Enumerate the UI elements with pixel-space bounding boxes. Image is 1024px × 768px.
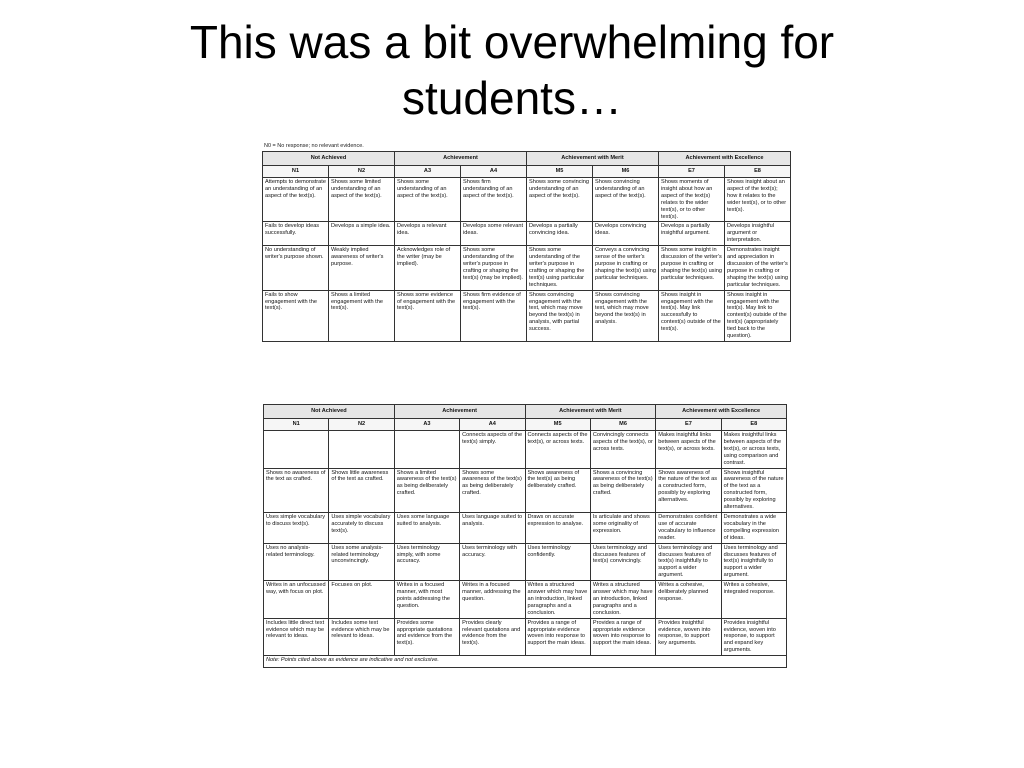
- criteria-row: [264, 468, 787, 512]
- criteria-cell: Focuses on plot.: [329, 581, 394, 619]
- criteria-cell: Convincingly connects aspects of the text(s), or across texts.: [590, 431, 655, 469]
- criteria-row: [263, 246, 791, 290]
- criteria-cell: Makes insightful links between aspects of the text(s), or across texts, using comparison and contrast.: [721, 431, 786, 469]
- band-header-row: [264, 405, 787, 419]
- criteria-cell: Uses language suited to analysis.: [460, 512, 525, 543]
- criteria-cell: Develops a partially insightful argument.: [659, 222, 725, 246]
- criteria-cell: Shows some evidence of engagement with the text(s).: [395, 290, 461, 341]
- criteria-cell: Writes in an unfocussed way, with focus on plot.: [264, 581, 329, 619]
- criteria-cell: Develops convincing ideas.: [593, 222, 659, 246]
- criteria-cell: Connects aspects of the text(s), or across texts.: [525, 431, 590, 469]
- criteria-row: [264, 618, 787, 656]
- criteria-cell: Weakly implied awareness of writer's purpose.: [329, 246, 395, 290]
- band-header: Achievement: [395, 152, 527, 166]
- criteria-cell: Shows insight in engagement with the text(s). May link successfully to context(s) outside of the text(s).: [659, 290, 725, 341]
- criteria-cell: No understanding of writer's purpose shown.: [263, 246, 329, 290]
- criteria-cell: Provides clearly relevant quotations and evidence from the text(s).: [460, 618, 525, 656]
- criteria-cell: Shows some awareness of the text(s) as being deliberately crafted.: [460, 468, 525, 512]
- criteria-cell: Draws on accurate expression to analyse.: [525, 512, 590, 543]
- criteria-cell: Shows some convincing understanding of an aspect of the text(s).: [527, 178, 593, 222]
- criteria-cell: Acknowledges role of the writer (may be implied).: [395, 246, 461, 290]
- criteria-cell: [264, 431, 329, 469]
- criteria-cell: Shows some understanding of the writer's purpose in crafting or shaping the text(s) (may be implied).: [461, 246, 527, 290]
- criteria-cell: Demonstrates insight and appreciation in discussion of the writer's purpose in crafting or shaping the text(s) using particular techniques.: [725, 246, 791, 290]
- grade-code-header: N2: [329, 419, 394, 431]
- criteria-cell: Uses some language suited to analysis.: [394, 512, 459, 543]
- criteria-cell: Develops insightful argument or interpretation.: [725, 222, 791, 246]
- criteria-row: [264, 543, 787, 581]
- criteria-cell: [394, 431, 459, 469]
- grade-code-header: E8: [725, 166, 791, 178]
- criteria-cell: Uses simple vocabulary accurately to discuss text(s).: [329, 512, 394, 543]
- grade-code-header: N1: [264, 419, 329, 431]
- criteria-cell: Shows awareness of the text(s) as being deliberately crafted.: [525, 468, 590, 512]
- criteria-cell: Shows insight in engagement with the text(s). May link to context(s) outside of the text(s) (appropriately tied back to the question).: [725, 290, 791, 341]
- criteria-cell: Fails to develop ideas successfully.: [263, 222, 329, 246]
- grade-code-row: [263, 166, 791, 178]
- criteria-cell: [329, 431, 394, 469]
- criteria-cell: Shows a limited engagement with the text(s).: [329, 290, 395, 341]
- grade-code-header: M5: [525, 419, 590, 431]
- criteria-cell: Provides a range of appropriate evidence woven into response to support the main ideas.: [525, 618, 590, 656]
- criteria-cell: Uses simple vocabulary to discuss text(s).: [264, 512, 329, 543]
- criteria-cell: Shows convincing understanding of an aspect of the text(s).: [593, 178, 659, 222]
- criteria-cell: Uses terminology and discusses features of text(s) convincingly.: [590, 543, 655, 581]
- grade-code-header: E8: [721, 419, 786, 431]
- criteria-cell: Develops some relevant ideas.: [461, 222, 527, 246]
- rubric-table-1: [262, 151, 791, 342]
- criteria-row: [263, 290, 791, 341]
- criteria-cell: Writes a cohesive, deliberately planned response.: [656, 581, 721, 619]
- slide-title-line-2: students…: [402, 72, 622, 124]
- criteria-cell: Writes a structured answer which may have an introduction, linked paragraphs and a conclusion.: [525, 581, 590, 619]
- band-header: Not Achieved: [264, 405, 395, 419]
- grade-code-header: E7: [659, 166, 725, 178]
- criteria-cell: Attempts to demonstrate an understanding of an aspect of the text(s).: [263, 178, 329, 222]
- criteria-cell: Uses terminology with accuracy.: [460, 543, 525, 581]
- criteria-cell: Shows convincing engagement with the text, which may move beyond the text(s) in analysis.: [593, 290, 659, 341]
- rubric-1-cut-note: N0 = No response; no relevant evidence.: [264, 143, 364, 149]
- criteria-row: [263, 222, 791, 246]
- rubric-table-2-image: [263, 404, 787, 737]
- criteria-cell: Uses terminology and discusses features of text(s) insightfully to support a wider argument.: [656, 543, 721, 581]
- criteria-cell: Uses terminology confidently.: [525, 543, 590, 581]
- slide-title-line-1: This was a bit overwhelming for: [189, 16, 835, 68]
- criteria-cell: Demonstrates a wide vocabulary in the compelling expression of ideas.: [721, 512, 786, 543]
- criteria-cell: Writes a cohesive, integrated response.: [721, 581, 786, 619]
- band-header: Not Achieved: [263, 152, 395, 166]
- grade-code-header: M6: [590, 419, 655, 431]
- grade-code-row: [264, 419, 787, 431]
- band-header: Achievement with Excellence: [656, 405, 787, 419]
- criteria-cell: Shows firm understanding of an aspect of the text(s).: [461, 178, 527, 222]
- band-header: Achievement with Merit: [525, 405, 656, 419]
- criteria-cell: Develops a partially convincing idea.: [527, 222, 593, 246]
- rubric-table-1-image: [262, 143, 791, 401]
- criteria-cell: Makes insightful links between aspects of the text(s), or across texts.: [656, 431, 721, 469]
- criteria-cell: Writes a structured answer which may have an introduction, linked paragraphs and a conclusion.: [590, 581, 655, 619]
- criteria-cell: Conveys a convincing sense of the writer's purpose in crafting or shaping the text(s) using particular techniques.: [593, 246, 659, 290]
- criteria-cell: Develops a simple idea.: [329, 222, 395, 246]
- grade-code-header: M6: [593, 166, 659, 178]
- criteria-cell: Uses some analysis-related terminology unconvincingly.: [329, 543, 394, 581]
- grade-code-header: A4: [461, 166, 527, 178]
- criteria-cell: Shows insight about an aspect of the text(s); how it relates to the wider text(s), or to other text(s).: [725, 178, 791, 222]
- criteria-cell: Shows awareness of the nature of the text as a constructed form, possibly by exploring alternatives.: [656, 468, 721, 512]
- criteria-cell: Shows no awareness of the text as crafted.: [264, 468, 329, 512]
- criteria-row: [264, 512, 787, 543]
- criteria-cell: Provides some appropriate quotations and evidence from the text(s).: [394, 618, 459, 656]
- grade-code-header: A3: [395, 166, 461, 178]
- grade-code-header: A4: [460, 419, 525, 431]
- criteria-cell: Includes some text evidence which may be relevant to ideas.: [329, 618, 394, 656]
- criteria-cell: Shows insightful awareness of the nature of the text as a constructed form, possibly by exploring alternatives.: [721, 468, 786, 512]
- criteria-cell: Uses terminology simply, with some accuracy.: [394, 543, 459, 581]
- criteria-cell: Is articulate and shows some originality of expression.: [590, 512, 655, 543]
- criteria-cell: Fails to show engagement with the text(s).: [263, 290, 329, 341]
- criteria-cell: Shows moments of insight about how an aspect of the text(s) relates to the wider text(s), or to other text(s).: [659, 178, 725, 222]
- criteria-cell: Shows a convincing awareness of the text(s) as being deliberately crafted.: [590, 468, 655, 512]
- criteria-cell: Provides insightful evidence, woven into response, to support and expand key arguments.: [721, 618, 786, 656]
- criteria-cell: Shows little awareness of the text as crafted.: [329, 468, 394, 512]
- rubric-table-2: [263, 404, 787, 668]
- grade-code-header: E7: [656, 419, 721, 431]
- criteria-cell: Connects aspects of the text(s) simply.: [460, 431, 525, 469]
- criteria-cell: Uses no analysis-related terminology.: [264, 543, 329, 581]
- band-header: Achievement with Merit: [527, 152, 659, 166]
- criteria-cell: Shows some understanding of the writer's purpose in crafting or shaping the text(s) using particular techniques.: [527, 246, 593, 290]
- criteria-cell: Writes in a focused manner, addressing the question.: [460, 581, 525, 619]
- criteria-cell: Shows some understanding of an aspect of the text(s).: [395, 178, 461, 222]
- band-header: Achievement: [394, 405, 525, 419]
- grade-code-header: N1: [263, 166, 329, 178]
- criteria-cell: Develops a relevant idea.: [395, 222, 461, 246]
- grade-code-header: M5: [527, 166, 593, 178]
- band-header-row: [263, 152, 791, 166]
- criteria-cell: Writes in a focused manner, with most points addressing the question.: [394, 581, 459, 619]
- criteria-row: [263, 178, 791, 222]
- criteria-cell: Uses terminology and discusses features of text(s) insightfully to support a wider argument.: [721, 543, 786, 581]
- criteria-cell: Provides a range of appropriate evidence woven into response to support the main ideas.: [590, 618, 655, 656]
- criteria-cell: Shows some insight in discussion of the writer's purpose in crafting or shaping the text(s) using particular techniques.: [659, 246, 725, 290]
- criteria-cell: Shows convincing engagement with the text, which may move beyond the text(s) in analysis, with partial success.: [527, 290, 593, 341]
- note-row: [264, 656, 787, 668]
- criteria-cell: Shows a limited awareness of the text(s) as being deliberately crafted.: [394, 468, 459, 512]
- band-header: Achievement with Excellence: [659, 152, 791, 166]
- criteria-cell: Provides insightful evidence, woven into response, to support key arguments.: [656, 618, 721, 656]
- criteria-cell: Includes little direct text evidence which may be relevant to ideas.: [264, 618, 329, 656]
- criteria-cell: Demonstrates confident use of accurate vocabulary to influence reader.: [656, 512, 721, 543]
- rubric-note: Note: Points cited above as evidence are indicative and not exclusive.: [264, 656, 787, 668]
- slide-title: [0, 14, 1024, 126]
- criteria-row: [264, 431, 787, 469]
- grade-code-header: A3: [394, 419, 459, 431]
- grade-code-header: N2: [329, 166, 395, 178]
- criteria-row: [264, 581, 787, 619]
- criteria-cell: Shows some limited understanding of an aspect of the text(s).: [329, 178, 395, 222]
- criteria-cell: Shows firm evidence of engagement with the text(s).: [461, 290, 527, 341]
